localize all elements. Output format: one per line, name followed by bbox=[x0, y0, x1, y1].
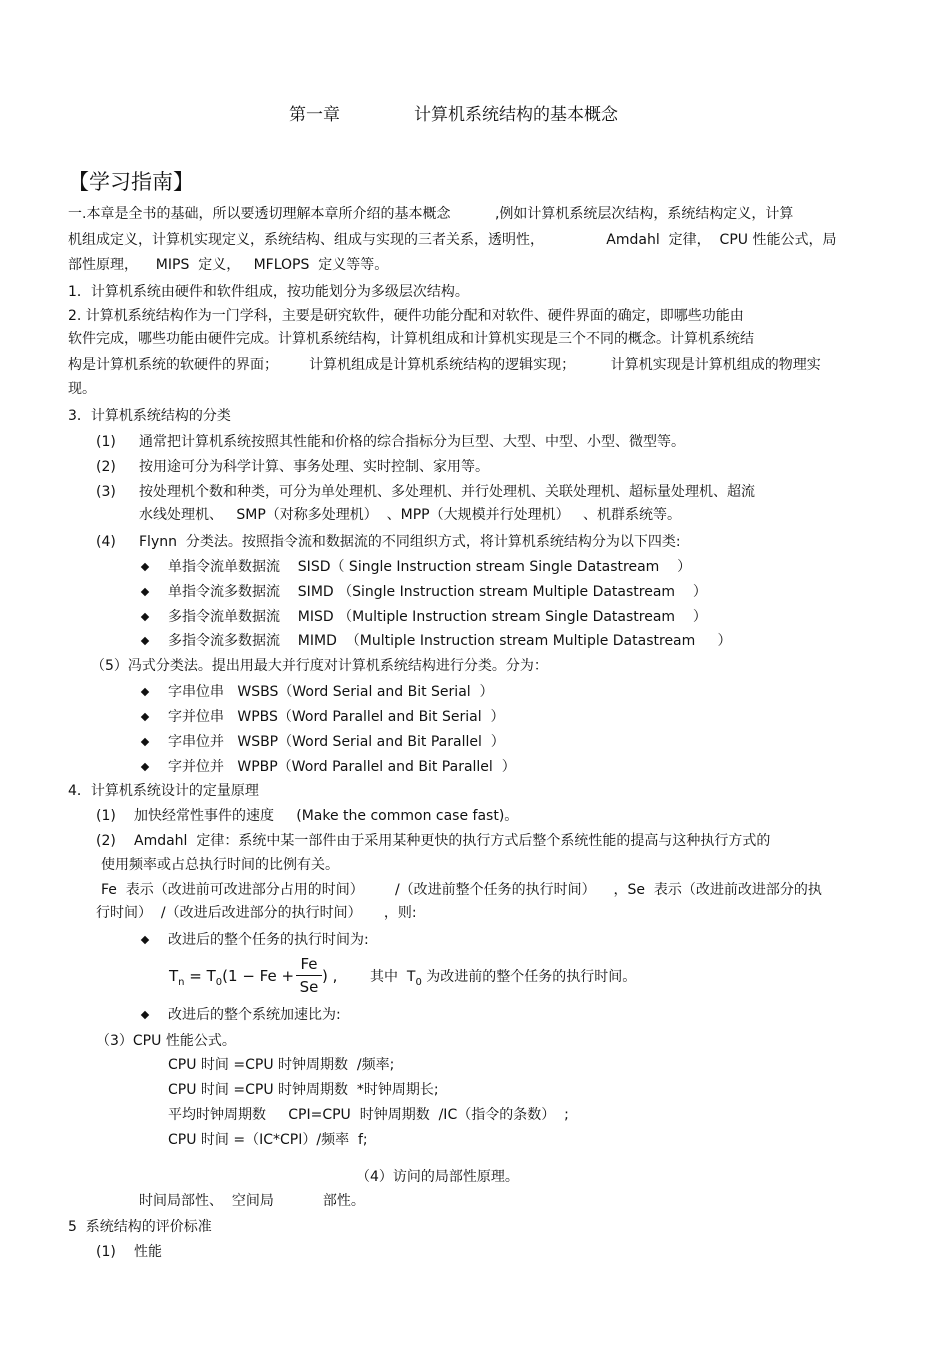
chapter-title: 计算机系统结构的基本概念 bbox=[414, 105, 618, 125]
item-2-line-4: 现。 bbox=[68, 381, 96, 397]
formula-fraction bbox=[296, 955, 322, 996]
formula-note-b: 为改进前的整个任务的执行时间。 bbox=[421, 969, 637, 985]
diamond-bullet-icon bbox=[141, 1011, 149, 1019]
item-4-p1: 加快经常性事件的速度 (Make the common case fast)。 bbox=[134, 808, 519, 824]
item-4-heading: 4．计算机系统设计的定量原理 bbox=[68, 783, 259, 799]
item-3-sub1-number: (1) bbox=[96, 434, 116, 450]
fraction-bar bbox=[296, 975, 322, 976]
item-2-line-3: 构是计算机系统的软硬件的界面； 计算机组成是计算机系统结构的逻辑实现； 计算机实现是计算机组成的物理实 bbox=[68, 357, 821, 373]
intro-line-3: 部性原理， MIPS 定义， MFLOPS 定义等等。 bbox=[68, 257, 389, 273]
item-2-line-1: 2. 计算机系统结构作为一门学科，主要是研究软件，硬件功能分配和对软件、硬件界面的确定，即哪些功能由 bbox=[68, 308, 744, 324]
locality-types: 时间局部性、 空间局 部性。 bbox=[139, 1193, 365, 1209]
diamond-bullet-icon bbox=[141, 637, 149, 645]
flynn-sisd: 单指令流单数据流 SISD（ Single Instruction stream Single Datastream ） bbox=[168, 559, 692, 575]
item-3-sub3-line-2: 水线处理机、 SMP（对称多处理机） 、MPP（大规模并行处理机） 、机群系统等。 bbox=[139, 507, 681, 523]
intro-line-2: 机组成定义，计算机实现定义，系统结构、组成与实现的三者关系，透明性， Amdahl 定律， CPU 性能公式，局 bbox=[68, 232, 837, 248]
cpu-formula-1: CPU 时间 =CPU 时钟周期数 /频率; bbox=[168, 1057, 395, 1073]
item-3-sub3-line-1: 按处理机个数和种类，可分为单处理机、多处理机、并行处理机、关联处理机、超标量处理机、超流 bbox=[139, 484, 755, 500]
item-3-sub2: 按用途可分为科学计算、事务处理、实时控制、家用等。 bbox=[139, 459, 489, 475]
fe-se-definition-line-2: 行时间） /（改进后改进部分的执行时间） ，则: bbox=[96, 905, 417, 921]
formula-eq: = T bbox=[184, 967, 216, 985]
cpu-formula-3: 平均时钟周期数 CPI=CPU 时钟周期数 /IC（指令的条数） ; bbox=[168, 1107, 569, 1123]
item-4-p1-number: (1) bbox=[96, 808, 116, 824]
exec-time-bullet: 改进后的整个任务的执行时间为: bbox=[168, 932, 369, 948]
diamond-bullet-icon bbox=[141, 613, 149, 621]
diamond-bullet-icon bbox=[141, 763, 149, 771]
item-4-p2-line-1: Amdahl 定律：系统中某一部件由于采用某种更快的执行方式后整个系统性能的提高与这种执行方式的 bbox=[134, 833, 771, 849]
fe-se-definition-line-1: Fe 表示（改进前可改进部分占用的时间） /（改进前整个任务的执行时间） ，Se 表示（改进前改进部分的执 bbox=[101, 882, 822, 898]
item-3-sub3-number: (3) bbox=[96, 484, 116, 500]
formula-sub-n: n bbox=[178, 977, 185, 988]
item-5-p1: 性能 bbox=[134, 1244, 162, 1260]
diamond-bullet-icon bbox=[141, 563, 149, 571]
flynn-simd: 单指令流多数据流 SIMD （Single Instruction stream Multiple Datastream ） bbox=[168, 584, 707, 600]
item-1: 1．计算机系统由硬件和软件组成，按功能划分为多级层次结构。 bbox=[68, 284, 469, 300]
item-3-sub1: 通常把计算机系统按照其性能和价格的综合指标分为巨型、大型、中型、小型、微型等。 bbox=[139, 434, 685, 450]
flynn-misd: 多指令流单数据流 MISD （Multiple Instruction stream Single Datastream ） bbox=[168, 609, 707, 625]
formula-sub-0: 0 bbox=[215, 977, 223, 988]
feng-wpbs: 字并位串 WPBS（Word Parallel and Bit Serial ） bbox=[168, 709, 505, 725]
chapter-number: 第一章 bbox=[289, 105, 340, 125]
locality-heading: （4）访问的局部性原理。 bbox=[356, 1169, 519, 1185]
formula-note bbox=[370, 968, 636, 992]
formula-note-sub: 0 bbox=[415, 976, 422, 988]
amdahl-formula bbox=[169, 967, 294, 988]
diamond-bullet-icon bbox=[141, 738, 149, 746]
item-5-heading: 5 系统结构的评价标准 bbox=[68, 1219, 212, 1235]
item-4-p2-line-2: 使用频率或占总执行时间的比例有关。 bbox=[101, 857, 339, 873]
flynn-mimd: 多指令流多数据流 MIMD （Multiple Instruction stream Multiple Datastream ） bbox=[168, 633, 732, 649]
diamond-bullet-icon bbox=[141, 713, 149, 721]
item-5-p1-number: (1) bbox=[96, 1244, 116, 1260]
diamond-bullet-icon bbox=[141, 936, 149, 944]
feng-wsbp: 字串位并 WSBP（Word Serial and Bit Parallel ） bbox=[168, 734, 505, 750]
item-3-sub4-number: (4) bbox=[96, 534, 116, 550]
cpu-formula-4: CPU 时间 =（IC*CPI）/频率 f; bbox=[168, 1132, 368, 1148]
study-guide-heading: 【学习指南】 bbox=[68, 170, 194, 194]
speedup-bullet: 改进后的整个系统加速比为: bbox=[168, 1007, 341, 1023]
formula-note-a: 其中 T bbox=[370, 969, 416, 985]
formula-t: T bbox=[169, 967, 179, 985]
item-3-sub2-number: (2) bbox=[96, 459, 116, 475]
formula-numerator: Fe bbox=[300, 955, 318, 973]
item-2-line-2: 软件完成，哪些功能由硬件完成。计算机系统结构，计算机组成和计算机实现是三个不同的概念。计算机系统结 bbox=[68, 331, 754, 347]
cpu-formula-heading: （3）CPU 性能公式。 bbox=[96, 1033, 236, 1049]
diamond-bullet-icon bbox=[141, 688, 149, 696]
cpu-formula-2: CPU 时间 =CPU 时钟周期数 *时钟周期长; bbox=[168, 1082, 439, 1098]
item-4-p2-number: (2) bbox=[96, 833, 116, 849]
item-3-heading: 3．计算机系统结构的分类 bbox=[68, 408, 231, 424]
item-3-sub4: Flynn 分类法。按照指令流和数据流的不同组织方式，将计算机系统结构分为以下四类: bbox=[139, 534, 681, 550]
formula-close: ) , bbox=[322, 967, 338, 985]
feng-wsbs: 字串位串 WSBS（Word Serial and Bit Serial ） bbox=[168, 684, 494, 700]
diamond-bullet-icon bbox=[141, 588, 149, 596]
feng-wpbp: 字并位并 WPBP（Word Parallel and Bit Parallel ） bbox=[168, 759, 516, 775]
formula-denominator: Se bbox=[299, 978, 319, 996]
intro-line-1: 一.本章是全书的基础，所以要透切理解本章所介绍的基本概念 ,例如计算机系统层次结构，系统结构定义，计算 bbox=[68, 206, 794, 222]
formula-mid: (1 − Fe + bbox=[222, 967, 295, 985]
item-3-sub5: （5）冯式分类法。提出用最大并行度对计算机系统结构进行分类。分为： bbox=[91, 658, 548, 674]
